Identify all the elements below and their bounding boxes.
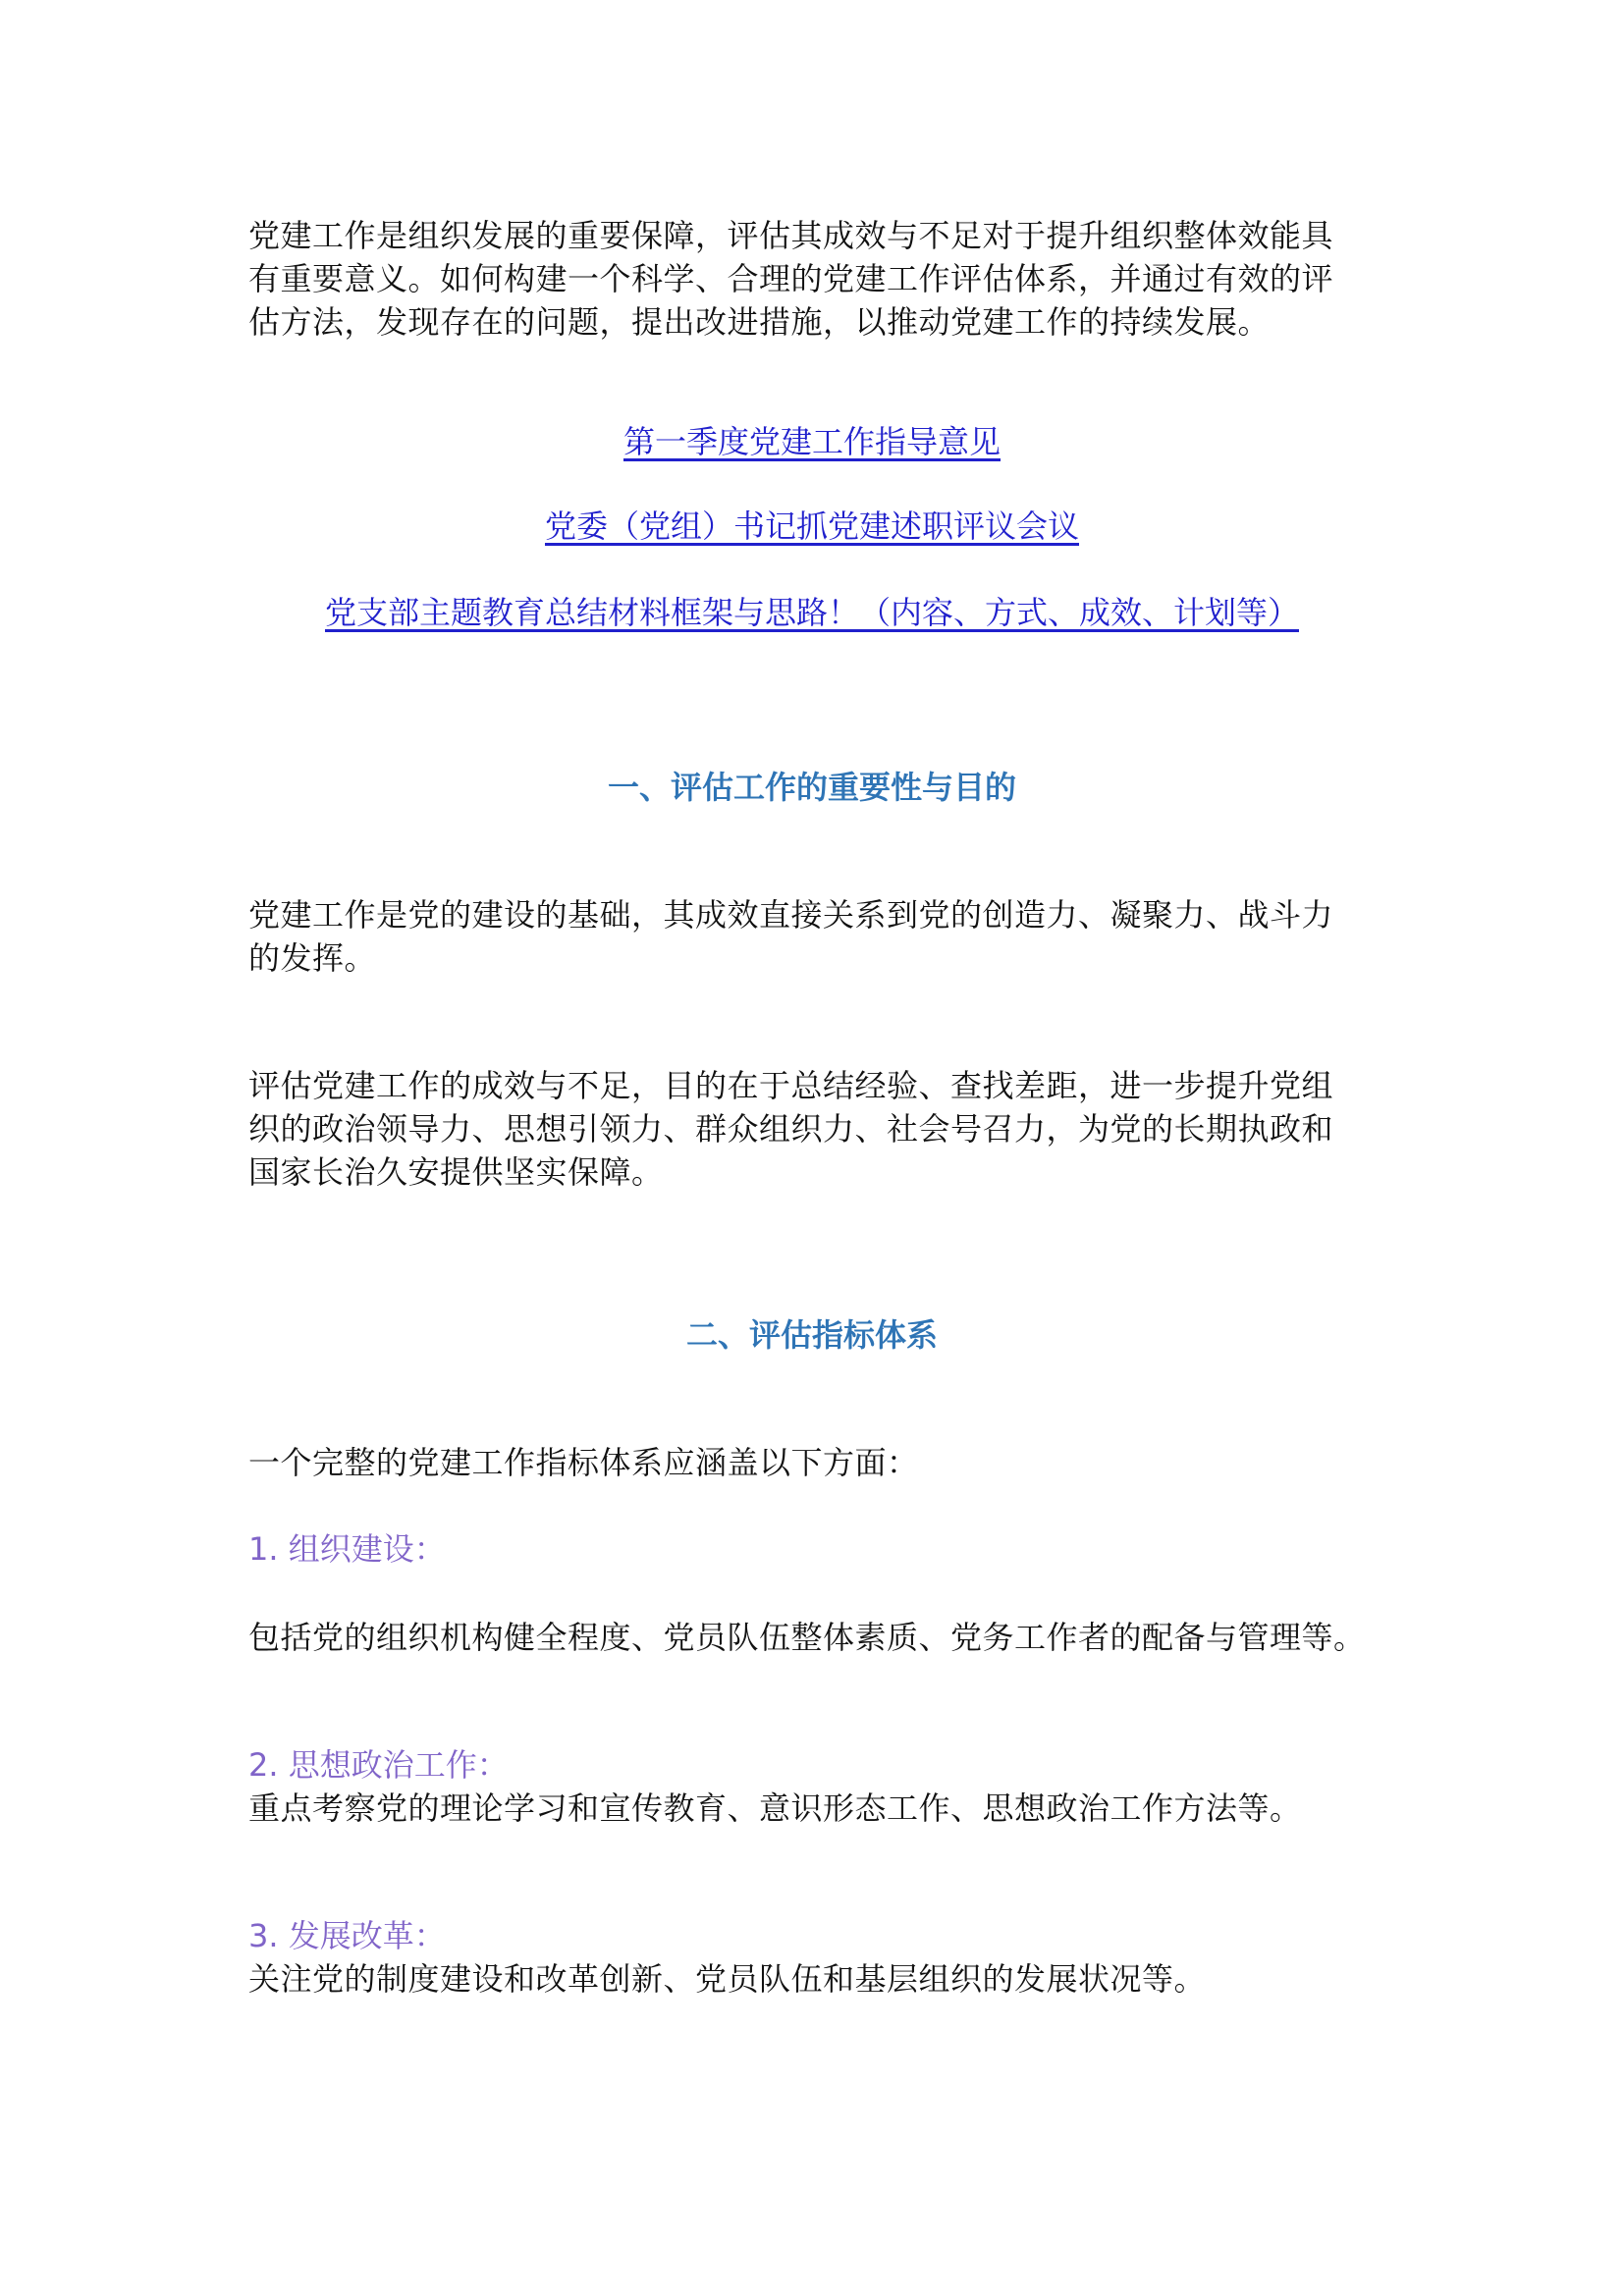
section2-lead-text: 一个完整的党建工作指标体系应涵盖以下方面：: [248, 1444, 919, 1481]
section2-lead: [248, 1441, 1387, 1484]
intro-line: 估方法，发现存在的问题，提出改进措施，以推动党建工作的持续发展。: [248, 303, 1271, 341]
item-3-desc: [248, 1957, 1387, 2001]
section2-heading: 二、评估指标体系: [685, 1316, 938, 1354]
intro-line: 党建工作是组织发展的重要保障，评估其成效与不足对于提升组织整体效能具: [248, 217, 1334, 254]
section1-p2-line: 国家长治久安提供坚实保障。: [248, 1153, 664, 1191]
intro-line: 有重要意义。如何构建一个科学、合理的党建工作评估体系，并通过有效的评: [248, 260, 1334, 297]
section1-paragraph-2: [248, 1064, 1387, 1194]
item-desc: 关注党的制度建设和改革创新、党员队伍和基层组织的发展状况等。: [248, 1960, 1207, 1998]
section1-heading: 一、评估工作的重要性与目的: [607, 769, 1016, 806]
item-2-desc: [248, 1787, 1387, 1830]
item-title: 2. 思想政治工作：: [248, 1746, 509, 1784]
item-title: 1. 组织建设：: [248, 1530, 446, 1568]
item-desc: 包括党的组织机构健全程度、党员队伍整体素质、党务工作者的配备与管理等。: [248, 1619, 1366, 1656]
item-1-desc: [248, 1616, 1387, 1659]
item-2-title: [248, 1743, 1387, 1787]
section1-p2-line: 评估党建工作的成效与不足，目的在于总结经验、查找差距，进一步提升党组: [248, 1067, 1334, 1104]
item-3-title: [248, 1914, 1387, 1957]
section1-p1-line: 党建工作是党的建设的基础，其成效直接关系到党的创造力、凝聚力、战斗力: [248, 896, 1334, 934]
item-1-title: [248, 1527, 1387, 1571]
intro-paragraph: [248, 214, 1387, 344]
item-desc: 重点考察党的理论学习和宣传教育、意识形态工作、思想政治工作方法等。: [248, 1789, 1302, 1827]
section1-paragraph-1: [248, 893, 1387, 980]
link-branch-summary-framework[interactable]: 党支部主题教育总结材料框架与思路！（内容、方式、成效、计划等）: [324, 594, 1299, 631]
section1-p1-line: 的发挥。: [248, 939, 377, 977]
item-title: 3. 发展改革：: [248, 1917, 446, 1954]
section1-p2-line: 织的政治领导力、思想引领力、群众组织力、社会号召力，为党的长期执政和: [248, 1110, 1334, 1148]
link-q1-guidance[interactable]: 第一季度党建工作指导意见: [623, 423, 1001, 460]
link-secretary-review-meeting[interactable]: 党委（党组）书记抓党建述职评议会议: [544, 507, 1079, 545]
